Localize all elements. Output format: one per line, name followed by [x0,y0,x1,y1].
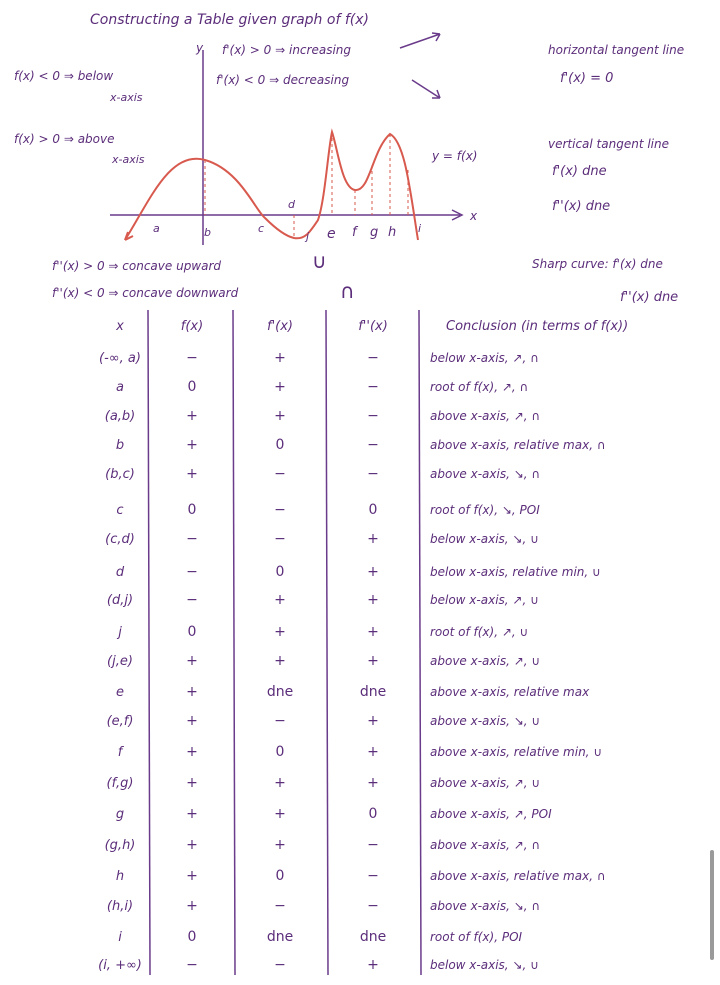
table-row [116,684,590,700]
cell-x: (c,d) [105,532,135,547]
page-title: Constructing a Table given graph of f(x) [90,12,369,28]
cell-conclusion: below x-axis, ↘, ∪ [430,532,539,546]
table-row [107,775,541,791]
cell-conclusion: above x-axis, ↘, ∪ [430,714,541,728]
cell-conclusion: root of f(x), ↗, ∪ [430,625,529,639]
cell-fppx: + [367,653,379,669]
cell-fx: + [186,653,198,669]
table-row [105,531,539,547]
cell-fpx: − [274,502,286,518]
cell-fpx: dne [266,684,294,700]
table-row [116,437,606,453]
header-fpx: f'(x) [267,319,293,334]
cell-fx: + [186,684,198,700]
cell-fpx: + [274,379,286,395]
legend-below-axis: x-axis [110,91,143,104]
cell-x: (d,j) [106,593,134,608]
cell-conclusion: above x-axis, ↘, ∩ [430,467,541,481]
curve-label: y = f(x) [432,149,478,163]
cell-x: (j,e) [107,654,133,669]
table-row [118,929,522,945]
table-row [107,713,541,729]
cell-fppx: − [367,437,379,453]
cell-fpx: − [274,957,286,973]
cell-conclusion: root of f(x), ↗, ∩ [430,380,529,394]
cap-icon: ∩ [340,279,355,303]
cell-conclusion: below x-axis, ↗, ∩ [430,351,539,365]
point-label-i: i [418,222,422,235]
table-row [116,806,552,822]
cell-conclusion: below x-axis, ↘, ∪ [430,958,539,972]
cell-fx: − [186,350,198,366]
cell-fx: + [186,466,198,482]
cell-fpx: + [274,592,286,608]
legend-htan: horizontal tangent line [548,43,685,57]
table-row [105,837,541,853]
cell-fpx: 0 [275,564,285,580]
cell-fx: − [186,531,198,547]
cell-fppx: + [367,592,379,608]
cell-fx: 0 [187,624,197,640]
cell-x: (b,c) [105,467,135,482]
cup-icon: ∪ [312,249,327,273]
cell-x: (a,b) [104,409,136,424]
cell-fpx: dne [266,929,294,945]
cell-fx: + [186,744,198,760]
cell-conclusion: above x-axis, ↗, ∪ [430,654,541,668]
graph [110,41,478,245]
cell-fx: − [186,564,198,580]
cell-x: b [115,438,125,453]
cell-x: f [117,745,123,760]
cell-conclusion: above x-axis, ↗, ∪ [430,776,541,790]
cell-fx: 0 [187,502,197,518]
cell-fx: + [186,713,198,729]
cell-fppx: − [367,379,379,395]
cell-x: d [115,565,125,580]
legend-above-axis: x-axis [112,153,145,166]
cell-fx: + [186,408,198,424]
cell-fpx: 0 [275,744,285,760]
header-conclusion: Conclusion (in terms of f(x)) [446,319,629,334]
cell-fppx: + [367,957,379,973]
cell-fppx: 0 [368,806,378,822]
cell-fppx: − [367,837,379,853]
legend-vtan-fp: f'(x) dne [552,164,607,179]
cell-fppx: + [367,624,379,640]
table-row [118,744,602,760]
y-axis-label: y [196,41,204,55]
table-row [99,350,539,366]
table-row [98,957,539,973]
cell-fx: + [186,898,198,914]
cell-conclusion: root of f(x), ↘, POI [430,503,540,517]
cell-conclusion: above x-axis, relative max [430,685,590,699]
legend-above: f(x) > 0 ⇒ above [14,132,115,146]
cell-x: (f,g) [106,776,134,791]
cell-fpx: + [274,653,286,669]
cell-fpx: + [274,624,286,640]
cell-fpx: + [274,408,286,424]
cell-fpx: 0 [275,868,285,884]
cell-conclusion: above x-axis, ↗, POI [430,807,552,821]
point-label-g: g [370,225,379,240]
cell-x: (g,h) [104,838,136,853]
legend-increasing: f'(x) > 0 ⇒ increasing [222,43,352,57]
cell-x: e [116,685,124,700]
table-row [116,564,601,580]
cell-fppx: + [367,531,379,547]
table-row [107,898,540,914]
table-row [105,466,540,482]
cell-fppx: + [367,744,379,760]
cell-fx: + [186,437,198,453]
cell-fx: − [186,957,198,973]
cell-fppx: + [367,564,379,580]
legend-sharp2: f''(x) dne [620,290,679,305]
cell-fppx: − [367,408,379,424]
cell-x: (i, +∞) [98,958,142,973]
cell-fpx: + [274,775,286,791]
cell-x: i [118,930,122,945]
cell-fppx: dne [359,929,387,945]
table-row [116,624,528,640]
table-row [116,502,540,518]
cell-conclusion: below x-axis, ↗, ∪ [430,593,539,607]
table-row [107,592,539,608]
point-label-j: j [306,230,310,243]
table-row [116,379,528,395]
point-label-e: e [327,226,336,242]
table-row [107,653,540,669]
point-label-d: d [288,198,295,211]
dec-arrow-icon [412,80,440,98]
cell-x: a [116,380,124,395]
cell-x: g [115,807,125,822]
cell-fx: − [186,592,198,608]
cell-fpx: − [274,466,286,482]
cell-conclusion: above x-axis, relative max, ∩ [430,438,606,452]
cell-conclusion: above x-axis, ↗, ∩ [430,409,541,423]
legend-vtan: vertical tangent line [548,137,670,151]
cell-x: (h,i) [106,899,134,914]
table-row [116,868,606,884]
cell-fppx: − [367,466,379,482]
legend-concave-down: f''(x) < 0 ⇒ concave downward [52,286,239,300]
point-label-f: f [352,225,357,240]
legend-htan-eq: f'(x) = 0 [560,71,614,86]
header-fppx: f''(x) [358,319,388,334]
cell-fpx: 0 [275,437,285,453]
cell-conclusion: root of f(x), POI [430,930,523,944]
cell-fpx: − [274,898,286,914]
function-curve [125,132,418,240]
cell-conclusion: above x-axis, ↗, ∩ [430,838,541,852]
cell-x: (-∞, a) [99,351,141,366]
cell-fpx: + [274,837,286,853]
cell-conclusion: below x-axis, relative min, ∪ [430,565,601,579]
legend-concave-up: f''(x) > 0 ⇒ concave upward [52,259,222,273]
cell-fpx: − [274,713,286,729]
cell-fpx: + [274,806,286,822]
scrollbar-thumb[interactable] [710,850,714,960]
point-label-h: h [388,225,397,240]
cell-conclusion: above x-axis, relative max, ∩ [430,869,606,883]
table-body [98,350,606,973]
cell-fppx: + [367,713,379,729]
cell-fppx: − [367,898,379,914]
title-arrow-icon [400,33,440,48]
cell-x: j [118,625,122,640]
header-x: x [116,319,124,334]
header-fx: f(x) [180,319,204,334]
cell-x: c [116,503,124,518]
cell-x: h [115,869,125,884]
legend-sharp: Sharp curve: f'(x) dne [532,257,663,271]
cell-fppx: dne [359,684,387,700]
point-label-b: b [204,226,211,239]
cell-fx: 0 [187,379,197,395]
cell-fx: + [186,775,198,791]
cell-fppx: 0 [368,502,378,518]
cell-conclusion: above x-axis, ↘, ∩ [430,899,541,913]
table-row [105,408,540,424]
cell-fppx: + [367,775,379,791]
cell-fx: + [186,868,198,884]
cell-fppx: − [367,868,379,884]
cell-x: (e,f) [106,714,134,729]
legend-below: f(x) < 0 ⇒ below [14,69,114,83]
table-header [115,319,628,334]
cell-conclusion: above x-axis, relative min, ∪ [430,745,603,759]
x-axis-label: x [470,209,478,223]
legend-vtan-fpp: f''(x) dne [552,199,611,214]
cell-fppx: − [367,350,379,366]
point-label-c: c [258,222,265,235]
cell-fx: 0 [187,929,197,945]
legend-decreasing: f'(x) < 0 ⇒ decreasing [216,73,350,87]
point-label-a: a [153,222,160,235]
cell-fx: + [186,806,198,822]
cell-fx: + [186,837,198,853]
cell-fpx: + [274,350,286,366]
cell-fpx: − [274,531,286,547]
